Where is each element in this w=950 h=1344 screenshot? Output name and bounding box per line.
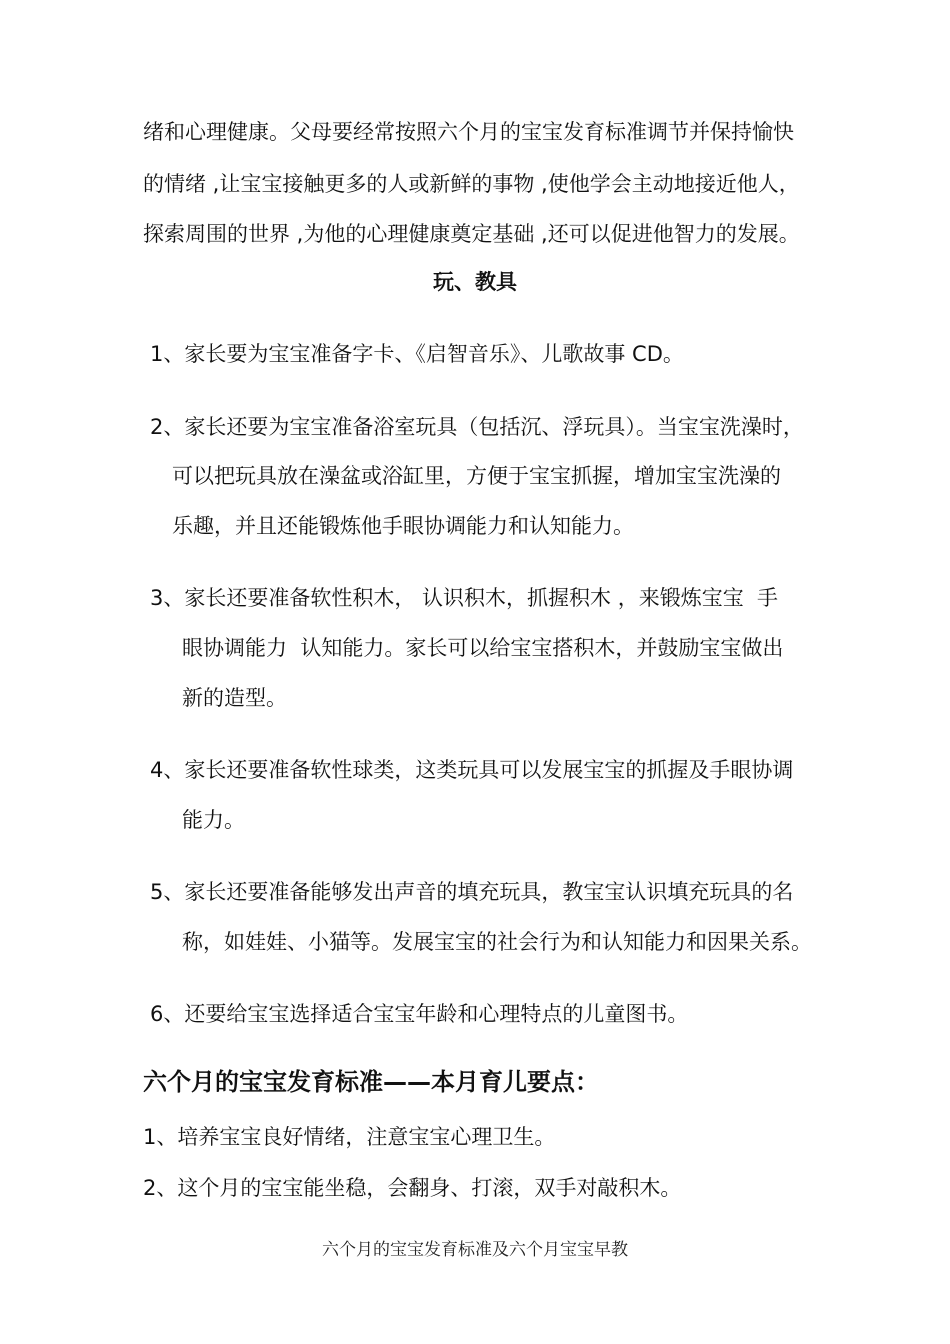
intro-line: 的情绪 ,让宝宝接触更多的人或新鲜的事物 ,使他学会主动地接近他人，	[143, 172, 800, 196]
list-item-line: 能力。	[182, 808, 245, 832]
section-title: 六个月的宝宝发育标准——本月育儿要点：	[143, 1068, 599, 1096]
list-item-line: 眼协调能力 认知能力。家长可以给宝宝搭积木，并鼓励宝宝做出	[182, 636, 784, 660]
list-item-line: 新的造型。	[182, 686, 287, 710]
list-item-line: 可以把玩具放在澡盆或浴缸里，方便于宝宝抓握，增加宝宝洗澡的	[172, 464, 781, 488]
list-item-line: 称，如娃娃、小猫等。发展宝宝的社会行为和认知能力和因果关系。	[182, 930, 812, 954]
list-item-line: 乐趣，并且还能锻炼他手眼协调能力和认知能力。	[172, 514, 634, 538]
list-item-line: 4、家长还要准备软性球类，这类玩具可以发展宝宝的抓握及手眼协调	[150, 758, 794, 782]
list-item: 1、培养宝宝良好情绪，注意宝宝心理卫生。	[143, 1125, 556, 1149]
intro-line: 绪和心理健康。父母要经常按照六个月的宝宝发育标准调节并保持愉快	[143, 120, 794, 144]
list-item-line: 2、家长还要为宝宝准备浴室玩具（包括沉、浮玩具）。当宝宝洗澡时，	[150, 415, 804, 439]
list-item-line: 1、家长要为宝宝准备字卡、《启智音乐》、儿歌故事 CD。	[150, 342, 684, 366]
list-item-line: 5、家长还要准备能够发出声音的填充玩具，教宝宝认识填充玩具的名	[150, 880, 794, 904]
list-item: 2、这个月的宝宝能坐稳，会翻身、打滚，双手对敲积木。	[143, 1176, 682, 1200]
toys-heading: 玩、教具	[433, 270, 517, 294]
list-item-line: 6、还要给宝宝选择适合宝宝年龄和心理特点的儿童图书。	[150, 1002, 689, 1026]
intro-line: 探索周围的世界 ,为他的心理健康奠定基础 ,还可以促进他智力的发展。	[143, 222, 800, 246]
page-footer: 六个月的宝宝发育标准及六个月宝宝早教	[322, 1240, 628, 1260]
list-item-line: 3、家长还要准备软性积木， 认识积木，抓握积木 ，来锻炼宝宝 手	[150, 586, 779, 610]
